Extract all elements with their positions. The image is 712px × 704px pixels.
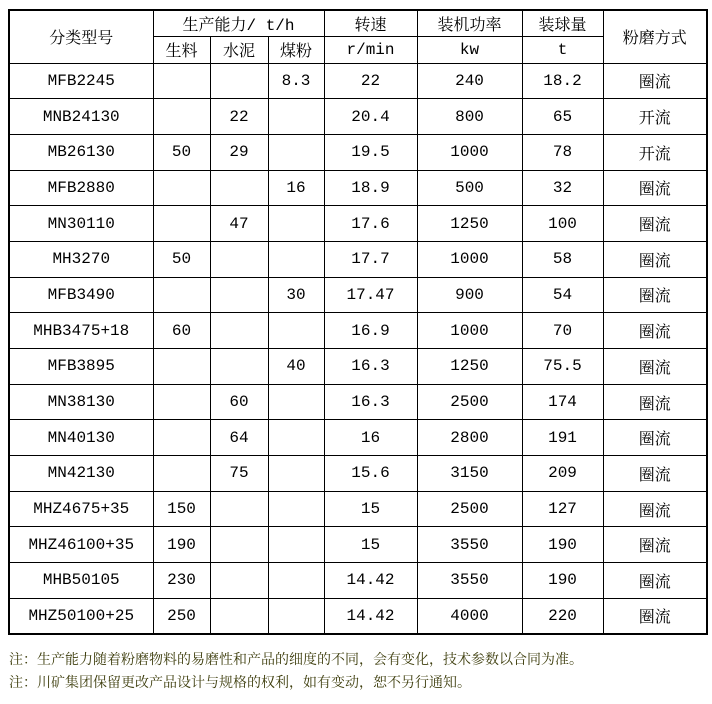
cell-method: 圈流 — [603, 598, 707, 634]
cell-model: MN30110 — [9, 206, 153, 242]
table-row — [9, 277, 707, 313]
cell-speed: 22 — [324, 63, 417, 99]
cell-power: 2500 — [417, 384, 522, 420]
cell-ball-load: 191 — [522, 420, 603, 456]
cell-raw-meal: 50 — [153, 241, 210, 277]
cell-method: 圈流 — [603, 563, 707, 599]
cell-power: 3550 — [417, 527, 522, 563]
cell-ball-load: 127 — [522, 491, 603, 527]
cell-cement — [210, 241, 268, 277]
cell-coal-powder — [268, 384, 324, 420]
cell-coal-powder — [268, 456, 324, 492]
spec-table-header — [9, 10, 707, 63]
cell-method: 开流 — [603, 99, 707, 135]
cell-speed: 16 — [324, 420, 417, 456]
note-line-rights: 注：川矿集团保留更改产品设计与规格的权利，如有变动，恕不另行通知。 — [9, 676, 471, 692]
cell-ball-load: 32 — [522, 170, 603, 206]
cell-cement: 29 — [210, 134, 268, 170]
cell-speed: 15.6 — [324, 456, 417, 492]
cell-coal-powder: 40 — [268, 349, 324, 385]
cell-coal-powder — [268, 598, 324, 634]
cell-model: MFB3895 — [9, 349, 153, 385]
cell-cement: 64 — [210, 420, 268, 456]
cell-power: 1250 — [417, 206, 522, 242]
cell-raw-meal — [153, 349, 210, 385]
cell-speed: 17.47 — [324, 277, 417, 313]
cell-speed: 19.5 — [324, 134, 417, 170]
cell-cement: 47 — [210, 206, 268, 242]
cell-raw-meal: 230 — [153, 563, 210, 599]
cell-speed: 17.6 — [324, 206, 417, 242]
header-power: 装机功率 — [417, 10, 522, 36]
cell-speed: 18.9 — [324, 170, 417, 206]
cell-raw-meal — [153, 277, 210, 313]
cell-power: 1000 — [417, 134, 522, 170]
cell-cement — [210, 598, 268, 634]
cell-power: 1000 — [417, 313, 522, 349]
cell-cement — [210, 349, 268, 385]
cell-coal-powder: 8.3 — [268, 63, 324, 99]
cell-model: MB26130 — [9, 134, 153, 170]
cell-model: MHZ50100+25 — [9, 598, 153, 634]
spec-table-body — [9, 63, 707, 634]
cell-cement — [210, 170, 268, 206]
cell-method: 圈流 — [603, 527, 707, 563]
cell-method: 开流 — [603, 134, 707, 170]
cell-ball-load: 209 — [522, 456, 603, 492]
cell-method: 圈流 — [603, 241, 707, 277]
header-capacity-group: 生产能力/ t/h — [153, 10, 324, 36]
cell-cement — [210, 491, 268, 527]
cell-speed: 14.42 — [324, 563, 417, 599]
header-ball-load-unit: t — [522, 36, 603, 63]
cell-power: 1250 — [417, 349, 522, 385]
cell-ball-load: 65 — [522, 99, 603, 135]
cell-ball-load: 190 — [522, 563, 603, 599]
spec-table — [8, 9, 708, 635]
cell-coal-powder — [268, 134, 324, 170]
cell-ball-load: 75.5 — [522, 349, 603, 385]
cell-model: MFB2880 — [9, 170, 153, 206]
cell-method: 圈流 — [603, 384, 707, 420]
header-capacity-raw: 生料 — [153, 36, 210, 63]
cell-cement — [210, 277, 268, 313]
cell-method: 圈流 — [603, 491, 707, 527]
cell-model: MHB50105 — [9, 563, 153, 599]
table-row — [9, 134, 707, 170]
table-row — [9, 598, 707, 634]
cell-power: 4000 — [417, 598, 522, 634]
cell-model: MN42130 — [9, 456, 153, 492]
cell-model: MHZ46100+35 — [9, 527, 153, 563]
cell-model: MN40130 — [9, 420, 153, 456]
cell-coal-powder: 30 — [268, 277, 324, 313]
cell-coal-powder — [268, 206, 324, 242]
table-row — [9, 527, 707, 563]
cell-raw-meal — [153, 63, 210, 99]
table-row — [9, 491, 707, 527]
table-row — [9, 206, 707, 242]
cell-raw-meal: 50 — [153, 134, 210, 170]
note-line-capacity: 注：生产能力随着粉磨物料的易磨性和产品的细度的不同，会有变化，技术参数以合同为准。 — [9, 653, 583, 669]
table-row — [9, 99, 707, 135]
cell-method: 圈流 — [603, 170, 707, 206]
cell-power: 800 — [417, 99, 522, 135]
cell-model: MH3270 — [9, 241, 153, 277]
cell-power: 900 — [417, 277, 522, 313]
cell-raw-meal — [153, 456, 210, 492]
cell-model: MHZ4675+35 — [9, 491, 153, 527]
cell-method: 圈流 — [603, 206, 707, 242]
cell-cement — [210, 563, 268, 599]
cell-method: 圈流 — [603, 313, 707, 349]
table-row — [9, 349, 707, 385]
cell-power: 2500 — [417, 491, 522, 527]
cell-cement — [210, 527, 268, 563]
cell-method: 圈流 — [603, 456, 707, 492]
cell-ball-load: 70 — [522, 313, 603, 349]
cell-method: 圈流 — [603, 349, 707, 385]
cell-raw-meal: 250 — [153, 598, 210, 634]
cell-coal-powder: 16 — [268, 170, 324, 206]
cell-power: 2800 — [417, 420, 522, 456]
cell-raw-meal: 190 — [153, 527, 210, 563]
cell-ball-load: 58 — [522, 241, 603, 277]
cell-coal-powder — [268, 241, 324, 277]
cell-cement: 22 — [210, 99, 268, 135]
cell-power: 240 — [417, 63, 522, 99]
footer-notes — [9, 650, 709, 696]
cell-speed: 17.7 — [324, 241, 417, 277]
cell-speed: 15 — [324, 491, 417, 527]
cell-ball-load: 174 — [522, 384, 603, 420]
table-row — [9, 63, 707, 99]
table-row — [9, 384, 707, 420]
cell-method: 圈流 — [603, 420, 707, 456]
table-row — [9, 170, 707, 206]
cell-coal-powder — [268, 313, 324, 349]
cell-ball-load: 18.2 — [522, 63, 603, 99]
table-row — [9, 313, 707, 349]
table-row — [9, 563, 707, 599]
cell-speed: 14.42 — [324, 598, 417, 634]
table-row — [9, 420, 707, 456]
cell-cement: 75 — [210, 456, 268, 492]
header-power-unit: kw — [417, 36, 522, 63]
cell-power: 3550 — [417, 563, 522, 599]
cell-raw-meal — [153, 170, 210, 206]
cell-model: MFB2245 — [9, 63, 153, 99]
cell-method: 圈流 — [603, 277, 707, 313]
header-method: 粉磨方式 — [603, 10, 707, 63]
header-ball-load: 装球量 — [522, 10, 603, 36]
cell-ball-load: 190 — [522, 527, 603, 563]
cell-coal-powder — [268, 563, 324, 599]
table-row — [9, 241, 707, 277]
cell-model: MHB3475+18 — [9, 313, 153, 349]
cell-method: 圈流 — [603, 63, 707, 99]
cell-cement — [210, 313, 268, 349]
cell-raw-meal — [153, 99, 210, 135]
cell-power: 3150 — [417, 456, 522, 492]
header-capacity-cement: 水泥 — [210, 36, 268, 63]
cell-power: 1000 — [417, 241, 522, 277]
cell-speed: 20.4 — [324, 99, 417, 135]
header-model: 分类型号 — [9, 10, 153, 63]
cell-model: MNB24130 — [9, 99, 153, 135]
header-speed-unit: r/min — [324, 36, 417, 63]
cell-power: 500 — [417, 170, 522, 206]
cell-ball-load: 78 — [522, 134, 603, 170]
table-row — [9, 456, 707, 492]
cell-coal-powder — [268, 491, 324, 527]
cell-raw-meal — [153, 420, 210, 456]
cell-speed: 15 — [324, 527, 417, 563]
cell-cement — [210, 63, 268, 99]
cell-raw-meal: 60 — [153, 313, 210, 349]
cell-ball-load: 100 — [522, 206, 603, 242]
cell-cement: 60 — [210, 384, 268, 420]
header-capacity-coal: 煤粉 — [268, 36, 324, 63]
cell-model: MFB3490 — [9, 277, 153, 313]
cell-raw-meal — [153, 384, 210, 420]
cell-speed: 16.3 — [324, 384, 417, 420]
cell-ball-load: 220 — [522, 598, 603, 634]
cell-model: MN38130 — [9, 384, 153, 420]
cell-raw-meal — [153, 206, 210, 242]
spec-table-container — [8, 9, 708, 635]
cell-raw-meal: 150 — [153, 491, 210, 527]
cell-speed: 16.3 — [324, 349, 417, 385]
cell-coal-powder — [268, 420, 324, 456]
header-speed: 转速 — [324, 10, 417, 36]
cell-speed: 16.9 — [324, 313, 417, 349]
cell-ball-load: 54 — [522, 277, 603, 313]
cell-coal-powder — [268, 527, 324, 563]
cell-coal-powder — [268, 99, 324, 135]
